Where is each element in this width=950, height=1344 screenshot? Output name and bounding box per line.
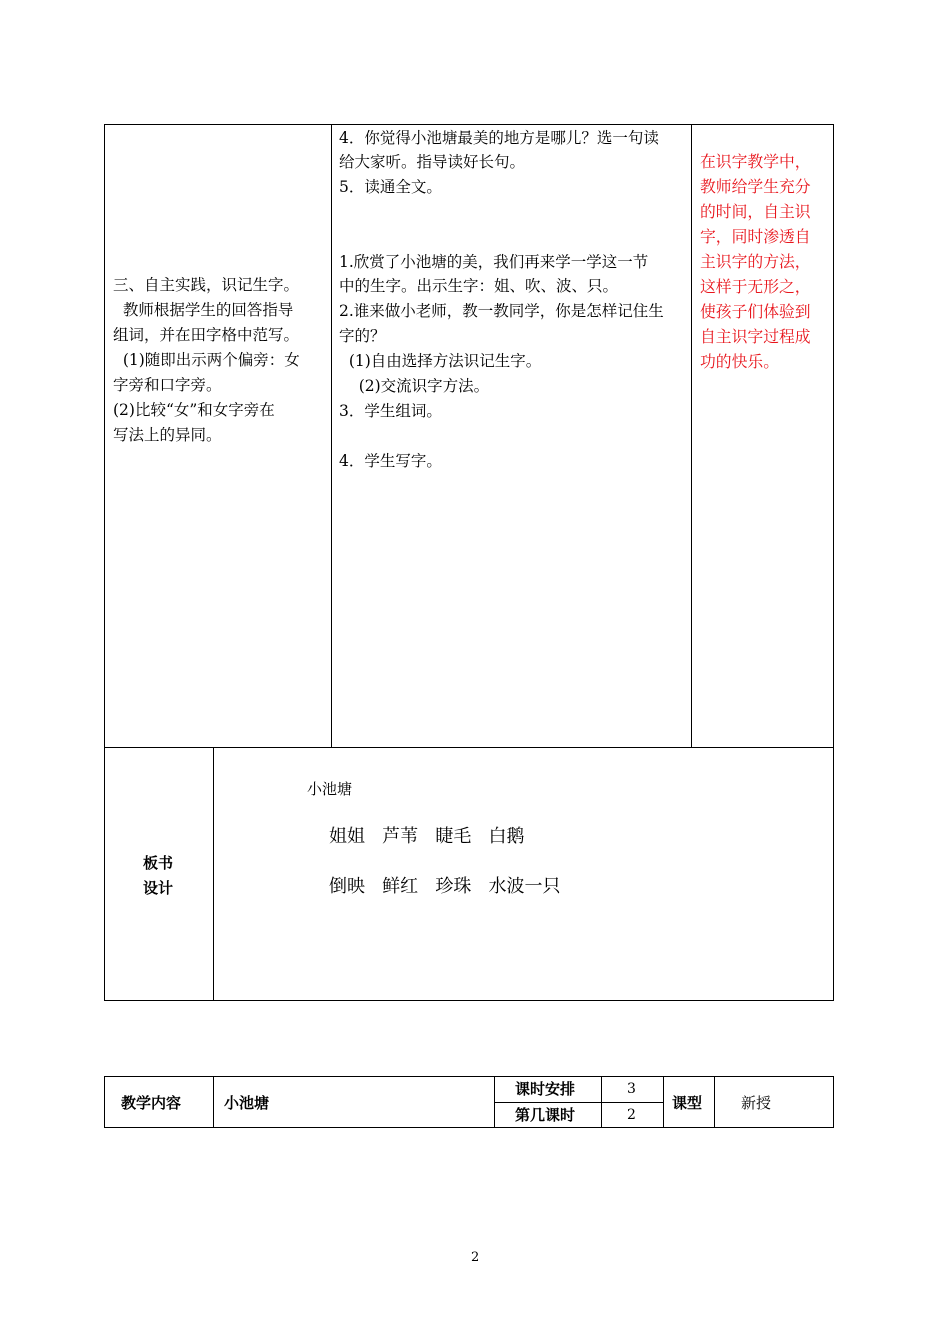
col2-line: (1)自由选择方法识记生字。 (339, 352, 542, 370)
col2-line: (2)交流识字方法。 (339, 377, 490, 395)
design-note-line: 功的快乐。 (700, 352, 779, 371)
col2-line: 4．学生写字。 (339, 452, 442, 470)
design-note-line: 这样于无形之， (700, 277, 811, 296)
page-number: 2 (471, 1250, 480, 1265)
board-title: 小池塘 (307, 780, 353, 798)
col1-line: (1)随即出示两个偏旁：女 (113, 351, 300, 369)
design-note-line: 自主识字过程成 (700, 327, 811, 346)
col2-line: 字的？ (339, 327, 386, 345)
hours-label: 课时安排 (515, 1080, 576, 1098)
lesson-number-value: 2 (627, 1107, 636, 1123)
content-label: 教学内容 (121, 1094, 182, 1112)
step-heading: 三、自主实践，识记生字。 (113, 276, 300, 294)
col1-line: 写法上的异同。 (113, 426, 222, 444)
col2-line: 3．学生组词。 (339, 402, 442, 420)
board-label: 设计 (143, 879, 174, 897)
col2-line: 中的生字。出示生字：姐、吹、波、只。 (339, 277, 619, 295)
type-value: 新授 (741, 1094, 772, 1112)
design-note-line: 使孩子们体验到 (700, 302, 811, 321)
board-vocab-row: 姐姐 芦苇 睫毛 白鹅 (329, 826, 525, 847)
design-note-line: 字，同时渗透自 (700, 227, 811, 246)
content-value: 小池塘 (224, 1094, 270, 1112)
col2-line: 2.谁来做小老师，教一教同学，你是怎样记住生 (339, 302, 664, 320)
col2-line: 4．你觉得小池塘最美的地方是哪儿？选一句读 (339, 129, 659, 147)
col2-line: 给大家听。指导读好长句。 (339, 153, 526, 171)
board-vocab-row: 倒映 鲜红 珍珠 水波一只 (329, 876, 561, 897)
design-note-line: 教师给学生充分 (700, 177, 811, 196)
col1-line: (2)比较“女”和女字旁在 (113, 401, 275, 419)
design-note-line: 主识字的方法， (700, 252, 811, 271)
lesson-number-label: 第几课时 (515, 1106, 576, 1124)
col1-line: 字旁和口字旁。 (113, 376, 222, 394)
col2-line: 1.欣赏了小池塘的美，我们再来学一学这一节 (339, 253, 649, 271)
col2-line: 5．读通全文。 (339, 178, 442, 196)
hours-value: 3 (627, 1081, 636, 1097)
board-label: 板书 (143, 854, 174, 872)
design-note-line: 的时间，自主识 (700, 202, 811, 221)
col1-line: 组词，并在田字格中范写。 (113, 326, 300, 344)
design-note-line: 在识字教学中， (700, 152, 811, 171)
col1-line: 教师根据学生的回答指导 (113, 301, 294, 319)
type-label: 课型 (672, 1094, 703, 1112)
